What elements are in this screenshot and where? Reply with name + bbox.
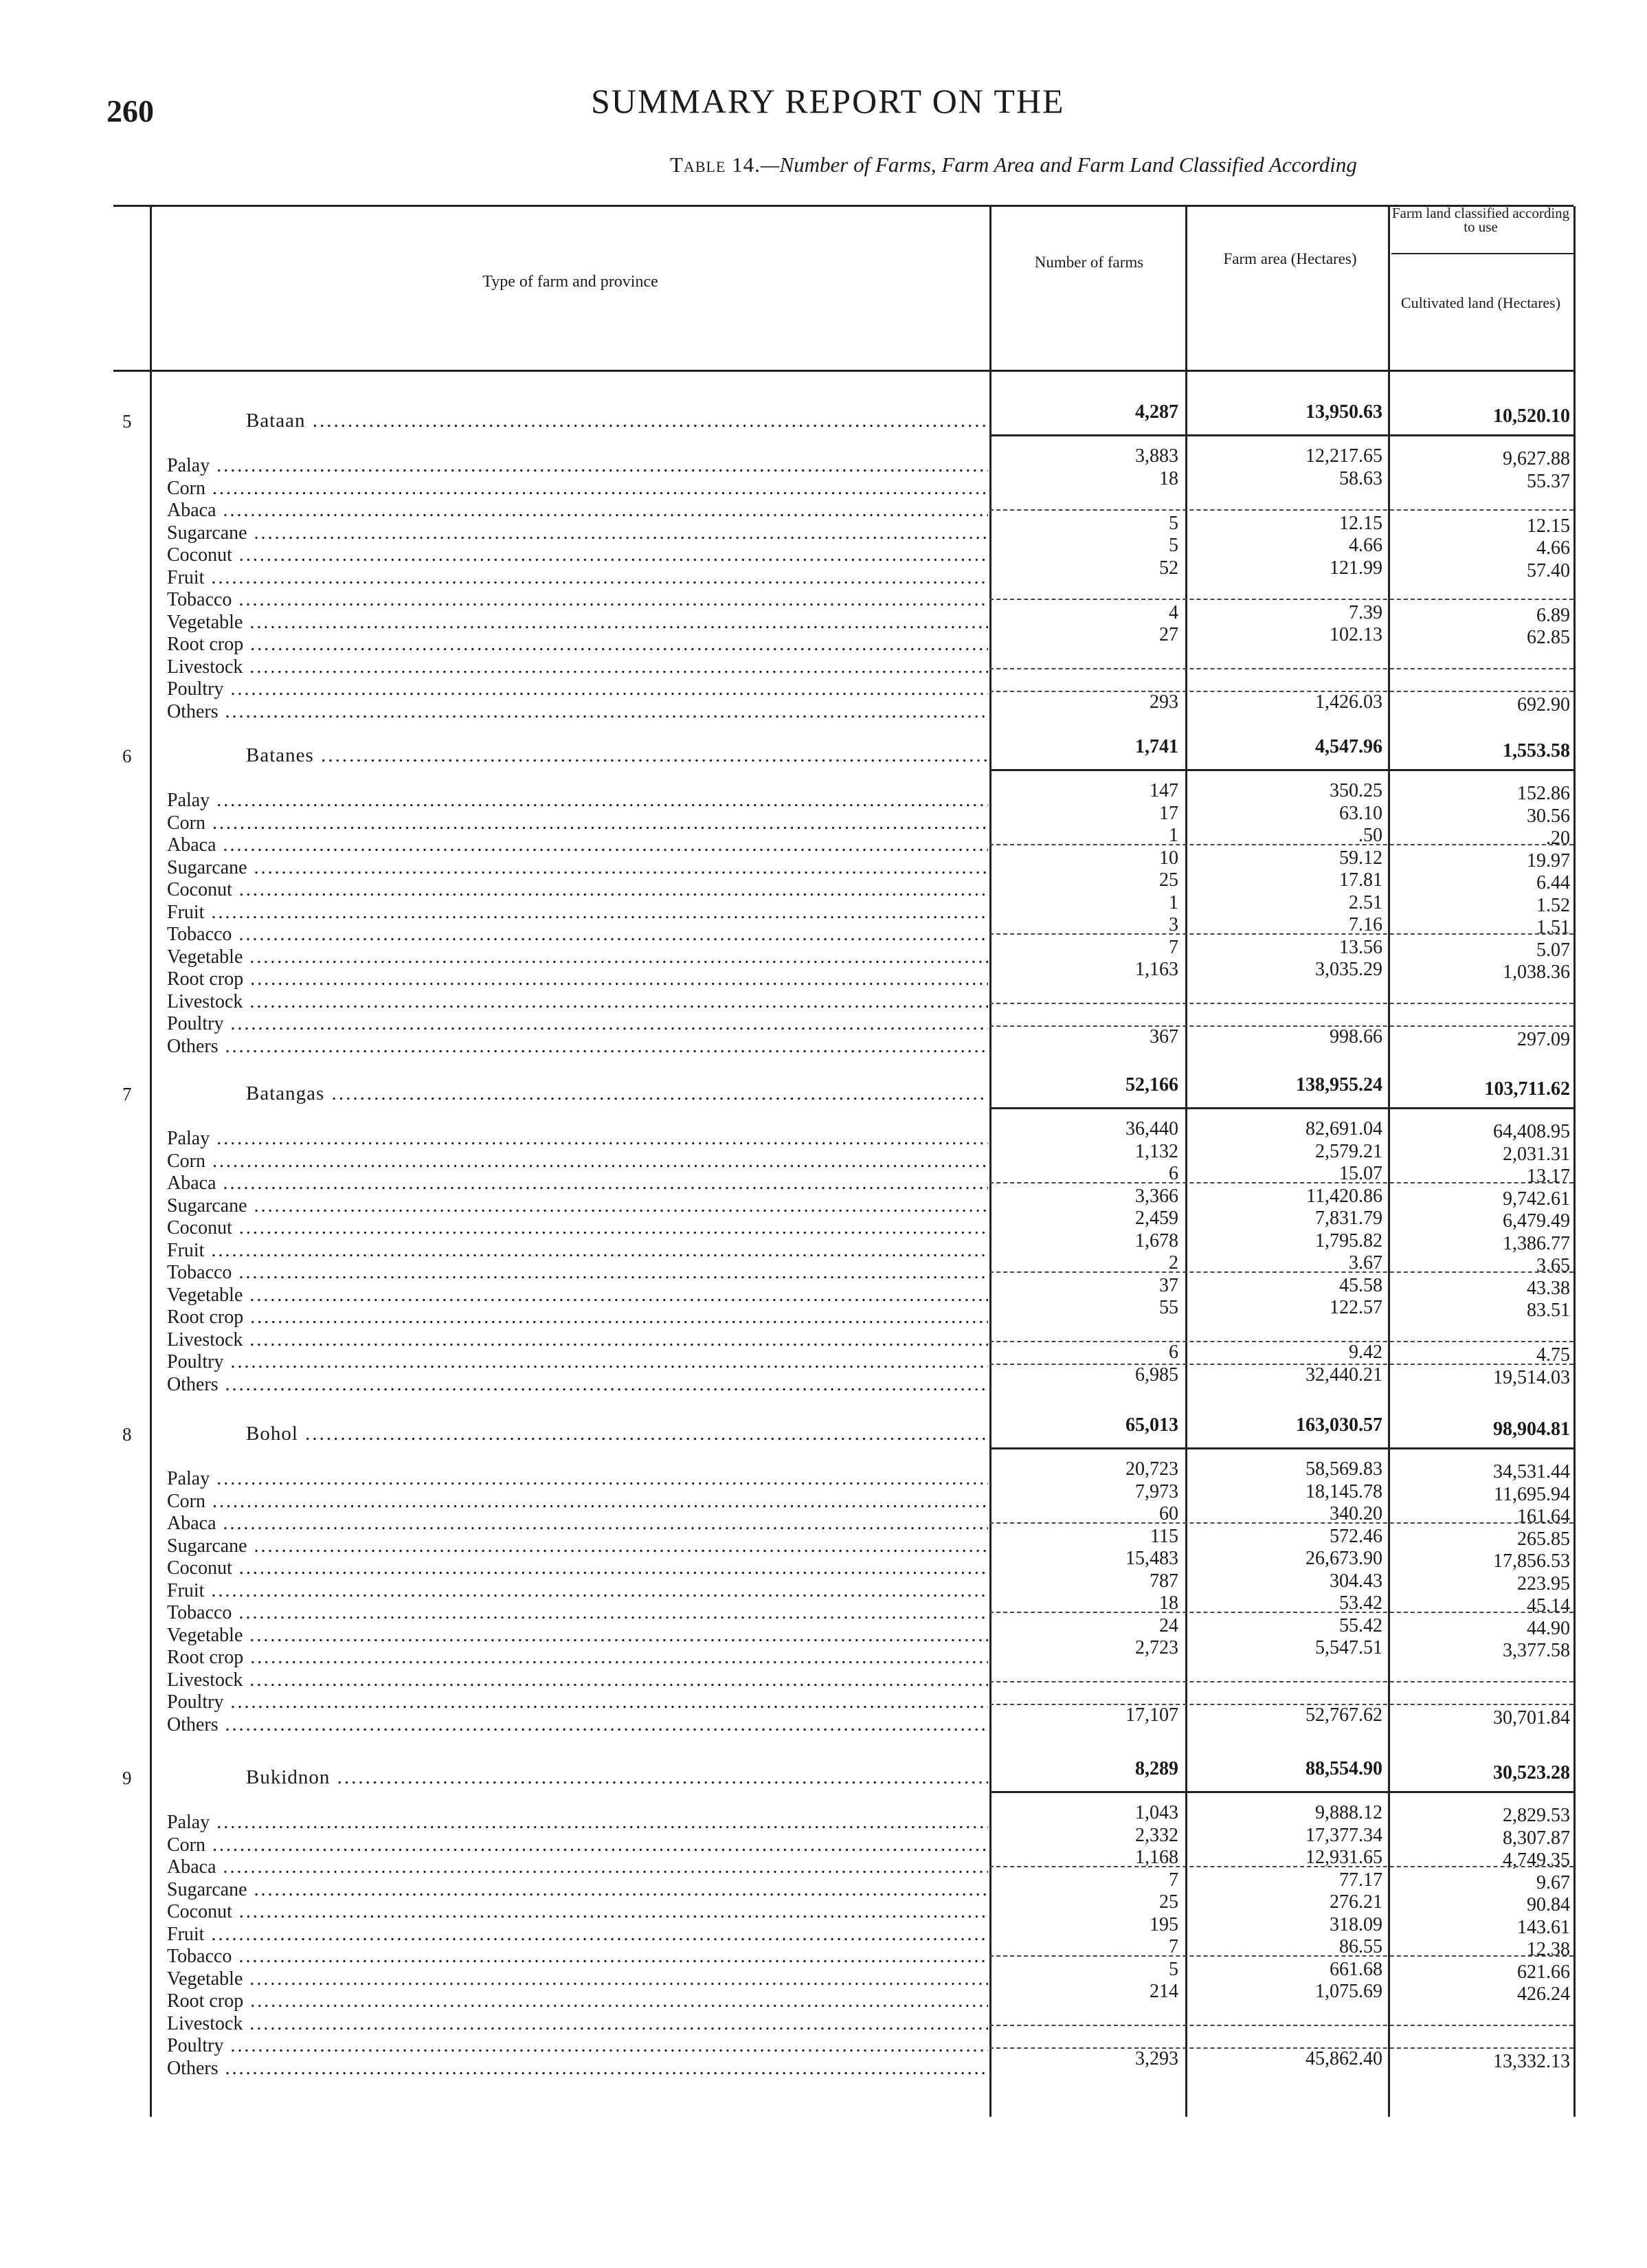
- crop-cultivated: 19.97: [1527, 849, 1570, 871]
- crop-label: Fruit .....: [167, 1240, 988, 1262]
- crop-area: 86.55: [1339, 1936, 1382, 1957]
- crop-label: Vegetable .....: [167, 1968, 988, 1990]
- crop-area: 45.58: [1339, 1274, 1382, 1296]
- row-dash-rule: [989, 2025, 1573, 2026]
- province-area: 4,547.96: [1315, 736, 1382, 757]
- province-row-number: 8: [122, 1424, 132, 1445]
- crop-label: Palay .....: [167, 1468, 988, 1490]
- crop-farms: 367: [1150, 1025, 1178, 1047]
- crop-label: Sugarcane .....: [167, 1535, 988, 1557]
- table-caption-text: —Number of Farms, Farm Area and Farm Land Classified According: [760, 153, 1357, 177]
- header-type: Type of farm and province: [482, 273, 658, 291]
- running-title: SUMMARY REPORT ON THE: [591, 82, 1065, 120]
- crop-area: 340.20: [1330, 1503, 1382, 1524]
- crop-farms: 17,107: [1125, 1704, 1178, 1726]
- row-dash-rule: [989, 1271, 1573, 1273]
- row-dash-rule: [989, 2047, 1573, 2049]
- crop-cultivated: 17,856.53: [1493, 1550, 1570, 1572]
- crop-label: Tobacco .....: [167, 1262, 988, 1284]
- crop-area: 7,831.79: [1315, 1208, 1382, 1229]
- crop-area: 1,795.82: [1315, 1230, 1382, 1252]
- crop-area: 17,377.34: [1306, 1824, 1382, 1846]
- crop-area: 59.12: [1339, 847, 1382, 869]
- crop-label: Tobacco .....: [167, 1946, 988, 1968]
- crop-farms: 37: [1159, 1274, 1178, 1296]
- province-cultivated: 98,904.81: [1493, 1419, 1570, 1440]
- crop-farms: 6,985: [1135, 1364, 1178, 1386]
- crop-label: Tobacco .....: [167, 924, 988, 946]
- crop-area: 82,691.04: [1306, 1118, 1382, 1139]
- row-dash-rule: [989, 1866, 1573, 1867]
- crop-cultivated: 13.17: [1527, 1166, 1570, 1187]
- province-name: Bukidnon .....: [246, 1766, 988, 1789]
- crop-farms: 1,168: [1135, 1847, 1178, 1868]
- crop-farms: 3,293: [1135, 2047, 1178, 2069]
- province-name: Bataan .....: [246, 410, 988, 432]
- crop-area: 12.15: [1339, 512, 1382, 534]
- crop-farms: 147: [1150, 780, 1178, 801]
- crop-cultivated: 12.15: [1527, 515, 1570, 537]
- row-dash-rule: [989, 691, 1573, 692]
- crop-cultivated: 83.51: [1527, 1300, 1570, 1321]
- crop-farms: 60: [1159, 1503, 1178, 1524]
- row-dash-rule: [989, 1704, 1573, 1705]
- crop-area: 45,862.40: [1306, 2047, 1382, 2069]
- crop-area: 9.42: [1349, 1342, 1382, 1363]
- crop-farms: 3,883: [1135, 445, 1178, 467]
- province-cultivated: 103,711.62: [1484, 1078, 1570, 1100]
- crop-label: Others .....: [167, 2058, 988, 2080]
- province-name: Batangas .....: [246, 1082, 988, 1105]
- crop-farms: 214: [1150, 1981, 1178, 2002]
- crop-cultivated: 223.95: [1517, 1572, 1570, 1594]
- crop-cultivated: 43.38: [1527, 1277, 1570, 1299]
- crop-area: 318.09: [1330, 1913, 1382, 1935]
- crop-farms: 36,440: [1125, 1118, 1178, 1139]
- crop-cultivated: 4.75: [1536, 1344, 1570, 1366]
- province-row-number: 9: [122, 1768, 132, 1788]
- crop-area: 102.13: [1330, 624, 1382, 645]
- crop-label: Others .....: [167, 701, 988, 723]
- province-farms: 4,287: [1135, 401, 1178, 423]
- header-number: Number of farms: [1034, 254, 1144, 271]
- crop-area: 276.21: [1330, 1891, 1382, 1913]
- crop-area: 58.63: [1339, 467, 1382, 489]
- crop-farms: 10: [1159, 847, 1178, 869]
- crop-label: Coconut .....: [167, 1217, 988, 1239]
- crop-cultivated: 9,742.61: [1503, 1188, 1570, 1210]
- crop-label: Coconut .....: [167, 544, 988, 566]
- crop-farms: 3,366: [1135, 1185, 1178, 1207]
- crop-farms: 1,043: [1135, 1802, 1178, 1823]
- crop-label: Poultry .....: [167, 1351, 988, 1373]
- crop-area: 572.46: [1330, 1525, 1382, 1547]
- province-area: 163,030.57: [1296, 1414, 1382, 1436]
- crop-farms: 7: [1169, 1869, 1178, 1891]
- crop-label: Livestock .....: [167, 1329, 988, 1351]
- crop-label: Livestock .....: [167, 1669, 988, 1691]
- crop-farms: 1: [1169, 891, 1178, 913]
- crop-label: Corn .....: [167, 478, 988, 500]
- crop-label: Fruit .....: [167, 567, 988, 589]
- crop-label: Poultry .....: [167, 678, 988, 700]
- crop-label: Others .....: [167, 1036, 988, 1058]
- crop-farms: 4: [1169, 601, 1178, 623]
- crop-farms: 25: [1159, 869, 1178, 891]
- crop-cultivated: 1.52: [1536, 894, 1570, 916]
- crop-label: Root crop .....: [167, 968, 988, 990]
- page-number: 260: [107, 93, 154, 129]
- crop-cultivated: 64,408.95: [1493, 1121, 1570, 1142]
- crop-area: 17.81: [1339, 869, 1382, 891]
- crop-cultivated: 3,377.58: [1503, 1640, 1570, 1661]
- crop-farms: 18: [1159, 1592, 1178, 1614]
- province-total-rule: [989, 434, 1573, 436]
- crop-cultivated: 1,038.36: [1503, 961, 1570, 983]
- table-caption: [670, 153, 1357, 177]
- crop-area: 52,767.62: [1306, 1704, 1382, 1726]
- crop-cultivated: 62.85: [1527, 627, 1570, 648]
- crop-label: Corn .....: [167, 1834, 988, 1856]
- crop-cultivated: 265.85: [1517, 1528, 1570, 1550]
- crop-label: Corn .....: [167, 1150, 988, 1172]
- crop-farms: 1,163: [1135, 959, 1178, 980]
- crop-label: Livestock .....: [167, 991, 988, 1013]
- col-rule-1: [989, 206, 991, 2117]
- crop-area: 18,145.78: [1306, 1480, 1382, 1502]
- crop-label: Poultry .....: [167, 1013, 988, 1035]
- crop-farms: 2,459: [1135, 1208, 1178, 1229]
- stub-rule: [150, 206, 152, 2117]
- crop-area: 12,931.65: [1306, 1847, 1382, 1868]
- province-total-rule: [989, 1107, 1573, 1109]
- crop-area: 1,075.69: [1315, 1981, 1382, 2002]
- crop-area: 9,888.12: [1315, 1802, 1382, 1823]
- crop-farms: 18: [1159, 467, 1178, 489]
- crop-farms: 5: [1169, 1958, 1178, 1980]
- crop-cultivated: .20: [1546, 827, 1570, 849]
- row-dash-rule: [989, 1025, 1573, 1027]
- crop-area: 11,420.86: [1306, 1185, 1382, 1207]
- province-farms: 65,013: [1125, 1414, 1178, 1436]
- crop-farms: 1,678: [1135, 1230, 1178, 1252]
- crop-farms: 5: [1169, 535, 1178, 556]
- crop-farms: 7: [1169, 1936, 1178, 1957]
- crop-area: 3.67: [1349, 1252, 1382, 1274]
- crop-cultivated: 55.37: [1527, 470, 1570, 492]
- crop-farms: 3: [1169, 914, 1178, 935]
- table-caption-label: Table 14.: [670, 153, 761, 177]
- crop-label: Others .....: [167, 1714, 988, 1736]
- crop-area: 53.42: [1339, 1592, 1382, 1614]
- crop-cultivated: 30.56: [1527, 805, 1570, 827]
- province-total-rule: [989, 1791, 1573, 1793]
- province-farms: 8,289: [1135, 1758, 1178, 1779]
- province-area: 13,950.63: [1306, 401, 1382, 423]
- header-area: Farm area (Hectares): [1223, 250, 1357, 267]
- row-dash-rule: [989, 933, 1573, 935]
- crop-label: Abaca .....: [167, 1856, 988, 1878]
- row-dash-rule: [989, 1955, 1573, 1957]
- crop-farms: 20,723: [1125, 1458, 1178, 1480]
- crop-farms: 55: [1159, 1297, 1178, 1318]
- crop-cultivated: 143.61: [1517, 1916, 1570, 1938]
- crop-area: 2,579.21: [1315, 1140, 1382, 1162]
- crop-label: Root crop .....: [167, 1647, 988, 1669]
- crop-farms: 1,132: [1135, 1140, 1178, 1162]
- crop-area: 7.16: [1349, 914, 1382, 935]
- province-farms: 52,166: [1125, 1074, 1178, 1096]
- crop-cultivated: 297.09: [1517, 1028, 1570, 1050]
- row-dash-rule: [989, 668, 1573, 669]
- crop-cultivated: 9.67: [1536, 1871, 1570, 1893]
- row-dash-rule: [989, 509, 1573, 511]
- crop-label: Abaca .....: [167, 500, 988, 522]
- crop-cultivated: 426.24: [1517, 1983, 1570, 2005]
- crop-farms: 25: [1159, 1891, 1178, 1913]
- crop-cultivated: 4.66: [1536, 537, 1570, 559]
- crop-label: Others .....: [167, 1374, 988, 1396]
- crop-farms: 293: [1150, 691, 1178, 713]
- crop-label: Poultry .....: [167, 1691, 988, 1713]
- row-dash-rule: [989, 1182, 1573, 1183]
- crop-farms: 7,973: [1135, 1480, 1178, 1502]
- row-dash-rule: [989, 1522, 1573, 1524]
- row-dash-rule: [989, 1364, 1573, 1365]
- crop-cultivated: 1,386.77: [1503, 1232, 1570, 1254]
- province-row-number: 7: [122, 1084, 132, 1104]
- row-dash-rule: [989, 1003, 1573, 1004]
- crop-cultivated: 1.51: [1536, 917, 1570, 938]
- province-cultivated: 10,520.10: [1493, 405, 1570, 427]
- crop-farms: 2,332: [1135, 1824, 1178, 1846]
- crop-cultivated: 4,749.35: [1503, 1849, 1570, 1871]
- crop-farms: 787: [1150, 1570, 1178, 1592]
- crop-label: Root crop .....: [167, 634, 988, 656]
- row-dash-rule: [989, 1612, 1573, 1613]
- crop-cultivated: 45.14: [1527, 1595, 1570, 1616]
- crop-area: 4.66: [1349, 535, 1382, 556]
- crop-farms: 7: [1169, 936, 1178, 958]
- crop-area: 122.57: [1330, 1297, 1382, 1318]
- crop-label: Poultry .....: [167, 2035, 988, 2057]
- crop-farms: 52: [1159, 557, 1178, 579]
- col-rule-3: [1388, 206, 1390, 2117]
- province-area: 138,955.24: [1296, 1074, 1382, 1096]
- crop-cultivated: 6.89: [1536, 604, 1570, 626]
- use-group-rule: [1391, 253, 1573, 254]
- crop-farms: 5: [1169, 512, 1178, 534]
- crop-area: 12,217.65: [1306, 445, 1382, 467]
- crop-farms: 17: [1159, 802, 1178, 824]
- crop-label: Vegetable .....: [167, 1625, 988, 1647]
- crop-cultivated: 2,829.53: [1503, 1805, 1570, 1826]
- province-area: 88,554.90: [1306, 1758, 1382, 1779]
- crop-cultivated: 34,531.44: [1493, 1461, 1570, 1482]
- province-name: Batanes .....: [246, 744, 988, 767]
- crop-area: 58,569.83: [1306, 1458, 1382, 1480]
- crop-cultivated: 90.84: [1527, 1894, 1570, 1915]
- crop-area: 661.68: [1330, 1958, 1382, 1980]
- crop-area: 55.42: [1339, 1614, 1382, 1636]
- crop-cultivated: 9,627.88: [1503, 448, 1570, 469]
- crop-label: Palay .....: [167, 1128, 988, 1150]
- crop-label: Vegetable .....: [167, 612, 988, 634]
- crop-label: Fruit .....: [167, 1580, 988, 1602]
- header-bottom-rule: [113, 370, 1573, 372]
- crop-label: Palay .....: [167, 1812, 988, 1834]
- crop-cultivated: 5.07: [1536, 939, 1570, 961]
- crop-cultivated: 6.44: [1536, 872, 1570, 893]
- crop-area: 5,547.51: [1315, 1637, 1382, 1658]
- crop-area: 304.43: [1330, 1570, 1382, 1592]
- crop-cultivated: 2,031.31: [1503, 1143, 1570, 1165]
- crop-label: Tobacco .....: [167, 1602, 988, 1624]
- crop-cultivated: 13,332.13: [1493, 2050, 1570, 2072]
- crop-area: 121.99: [1330, 557, 1382, 579]
- crop-label: Vegetable .....: [167, 1285, 988, 1307]
- crop-label: Fruit .....: [167, 902, 988, 924]
- crop-area: 63.10: [1339, 802, 1382, 824]
- crop-cultivated: 19,514.03: [1493, 1366, 1570, 1388]
- crop-area: 998.66: [1330, 1025, 1382, 1047]
- crop-cultivated: 692.90: [1517, 693, 1570, 715]
- crop-label: Sugarcane .....: [167, 522, 988, 544]
- crop-farms: 24: [1159, 1614, 1178, 1636]
- crop-label: Sugarcane .....: [167, 857, 988, 879]
- crop-area: 2.51: [1349, 891, 1382, 913]
- row-dash-rule: [989, 1341, 1573, 1342]
- crop-label: Coconut .....: [167, 1901, 988, 1923]
- crop-area: 7.39: [1349, 601, 1382, 623]
- crop-area: 26,673.90: [1306, 1548, 1382, 1569]
- header-use-group: Farm land classified according to use: [1391, 205, 1570, 235]
- col-rule-2: [1185, 206, 1187, 2117]
- crop-farms: 27: [1159, 624, 1178, 645]
- crop-cultivated: 57.40: [1527, 559, 1570, 581]
- province-row-number: 6: [122, 746, 132, 766]
- crop-label: Vegetable .....: [167, 946, 988, 968]
- crop-cultivated: 30,701.84: [1493, 1706, 1570, 1728]
- crop-label: Coconut .....: [167, 1557, 988, 1579]
- crop-label: Abaca .....: [167, 834, 988, 856]
- crop-farms: 195: [1150, 1913, 1178, 1935]
- province-farms: 1,741: [1135, 736, 1178, 757]
- province-total-rule: [989, 1447, 1573, 1449]
- crop-label: Palay .....: [167, 790, 988, 812]
- crop-farms: 2: [1169, 1252, 1178, 1274]
- crop-label: Coconut .....: [167, 879, 988, 901]
- crop-cultivated: 621.66: [1517, 1961, 1570, 1983]
- crop-cultivated: 44.90: [1527, 1617, 1570, 1639]
- table-top-rule: [113, 205, 1573, 207]
- province-cultivated: 30,523.28: [1493, 1762, 1570, 1783]
- crop-label: Sugarcane .....: [167, 1195, 988, 1217]
- crop-label: Abaca .....: [167, 1172, 988, 1194]
- crop-cultivated: 161.64: [1517, 1506, 1570, 1527]
- crop-label: Corn .....: [167, 1491, 988, 1513]
- crop-label: Root crop .....: [167, 1307, 988, 1328]
- crop-area: 1,426.03: [1315, 691, 1382, 713]
- province-total-rule: [989, 769, 1573, 771]
- crop-farms: 2,723: [1135, 1637, 1178, 1658]
- crop-cultivated: 12.38: [1527, 1939, 1570, 1960]
- crop-label: Fruit .....: [167, 1924, 988, 1946]
- col-rule-4: [1573, 206, 1576, 2117]
- crop-area: .50: [1358, 825, 1382, 846]
- crop-cultivated: 6,479.49: [1503, 1210, 1570, 1232]
- crop-label: Abaca .....: [167, 1513, 988, 1535]
- row-dash-rule: [989, 599, 1573, 600]
- province-row-number: 5: [122, 411, 132, 432]
- crop-cultivated: 3.65: [1536, 1255, 1570, 1276]
- crop-area: 32,440.21: [1306, 1364, 1382, 1386]
- crop-cultivated: 8,307.87: [1503, 1827, 1570, 1849]
- province-name: Bohol .....: [246, 1423, 988, 1445]
- province-cultivated: 1,553.58: [1503, 740, 1570, 761]
- crop-area: 3,035.29: [1315, 959, 1382, 980]
- crop-area: 13.56: [1339, 936, 1382, 958]
- crop-farms: 15,483: [1125, 1548, 1178, 1569]
- crop-cultivated: 11,695.94: [1494, 1483, 1570, 1505]
- crop-label: Corn .....: [167, 812, 988, 834]
- crop-label: Tobacco .....: [167, 589, 988, 611]
- crop-label: Root crop .....: [167, 1990, 988, 2012]
- crop-area: 15.07: [1339, 1163, 1382, 1184]
- row-dash-rule: [989, 844, 1573, 845]
- crop-area: 77.17: [1339, 1869, 1382, 1891]
- crop-farms: 1: [1169, 825, 1178, 846]
- crop-farms: 6: [1169, 1342, 1178, 1363]
- row-dash-rule: [989, 1681, 1573, 1682]
- crop-label: Palay .....: [167, 455, 988, 477]
- crop-farms: 115: [1150, 1525, 1178, 1547]
- crop-label: Sugarcane .....: [167, 1879, 988, 1901]
- crop-area: 350.25: [1330, 780, 1382, 801]
- crop-farms: 6: [1169, 1163, 1178, 1184]
- header-cultivated: Cultivated land (Hectares): [1400, 294, 1561, 311]
- crop-cultivated: 152.86: [1517, 783, 1570, 804]
- crop-label: Livestock .....: [167, 656, 988, 678]
- crop-label: Livestock .....: [167, 2013, 988, 2035]
